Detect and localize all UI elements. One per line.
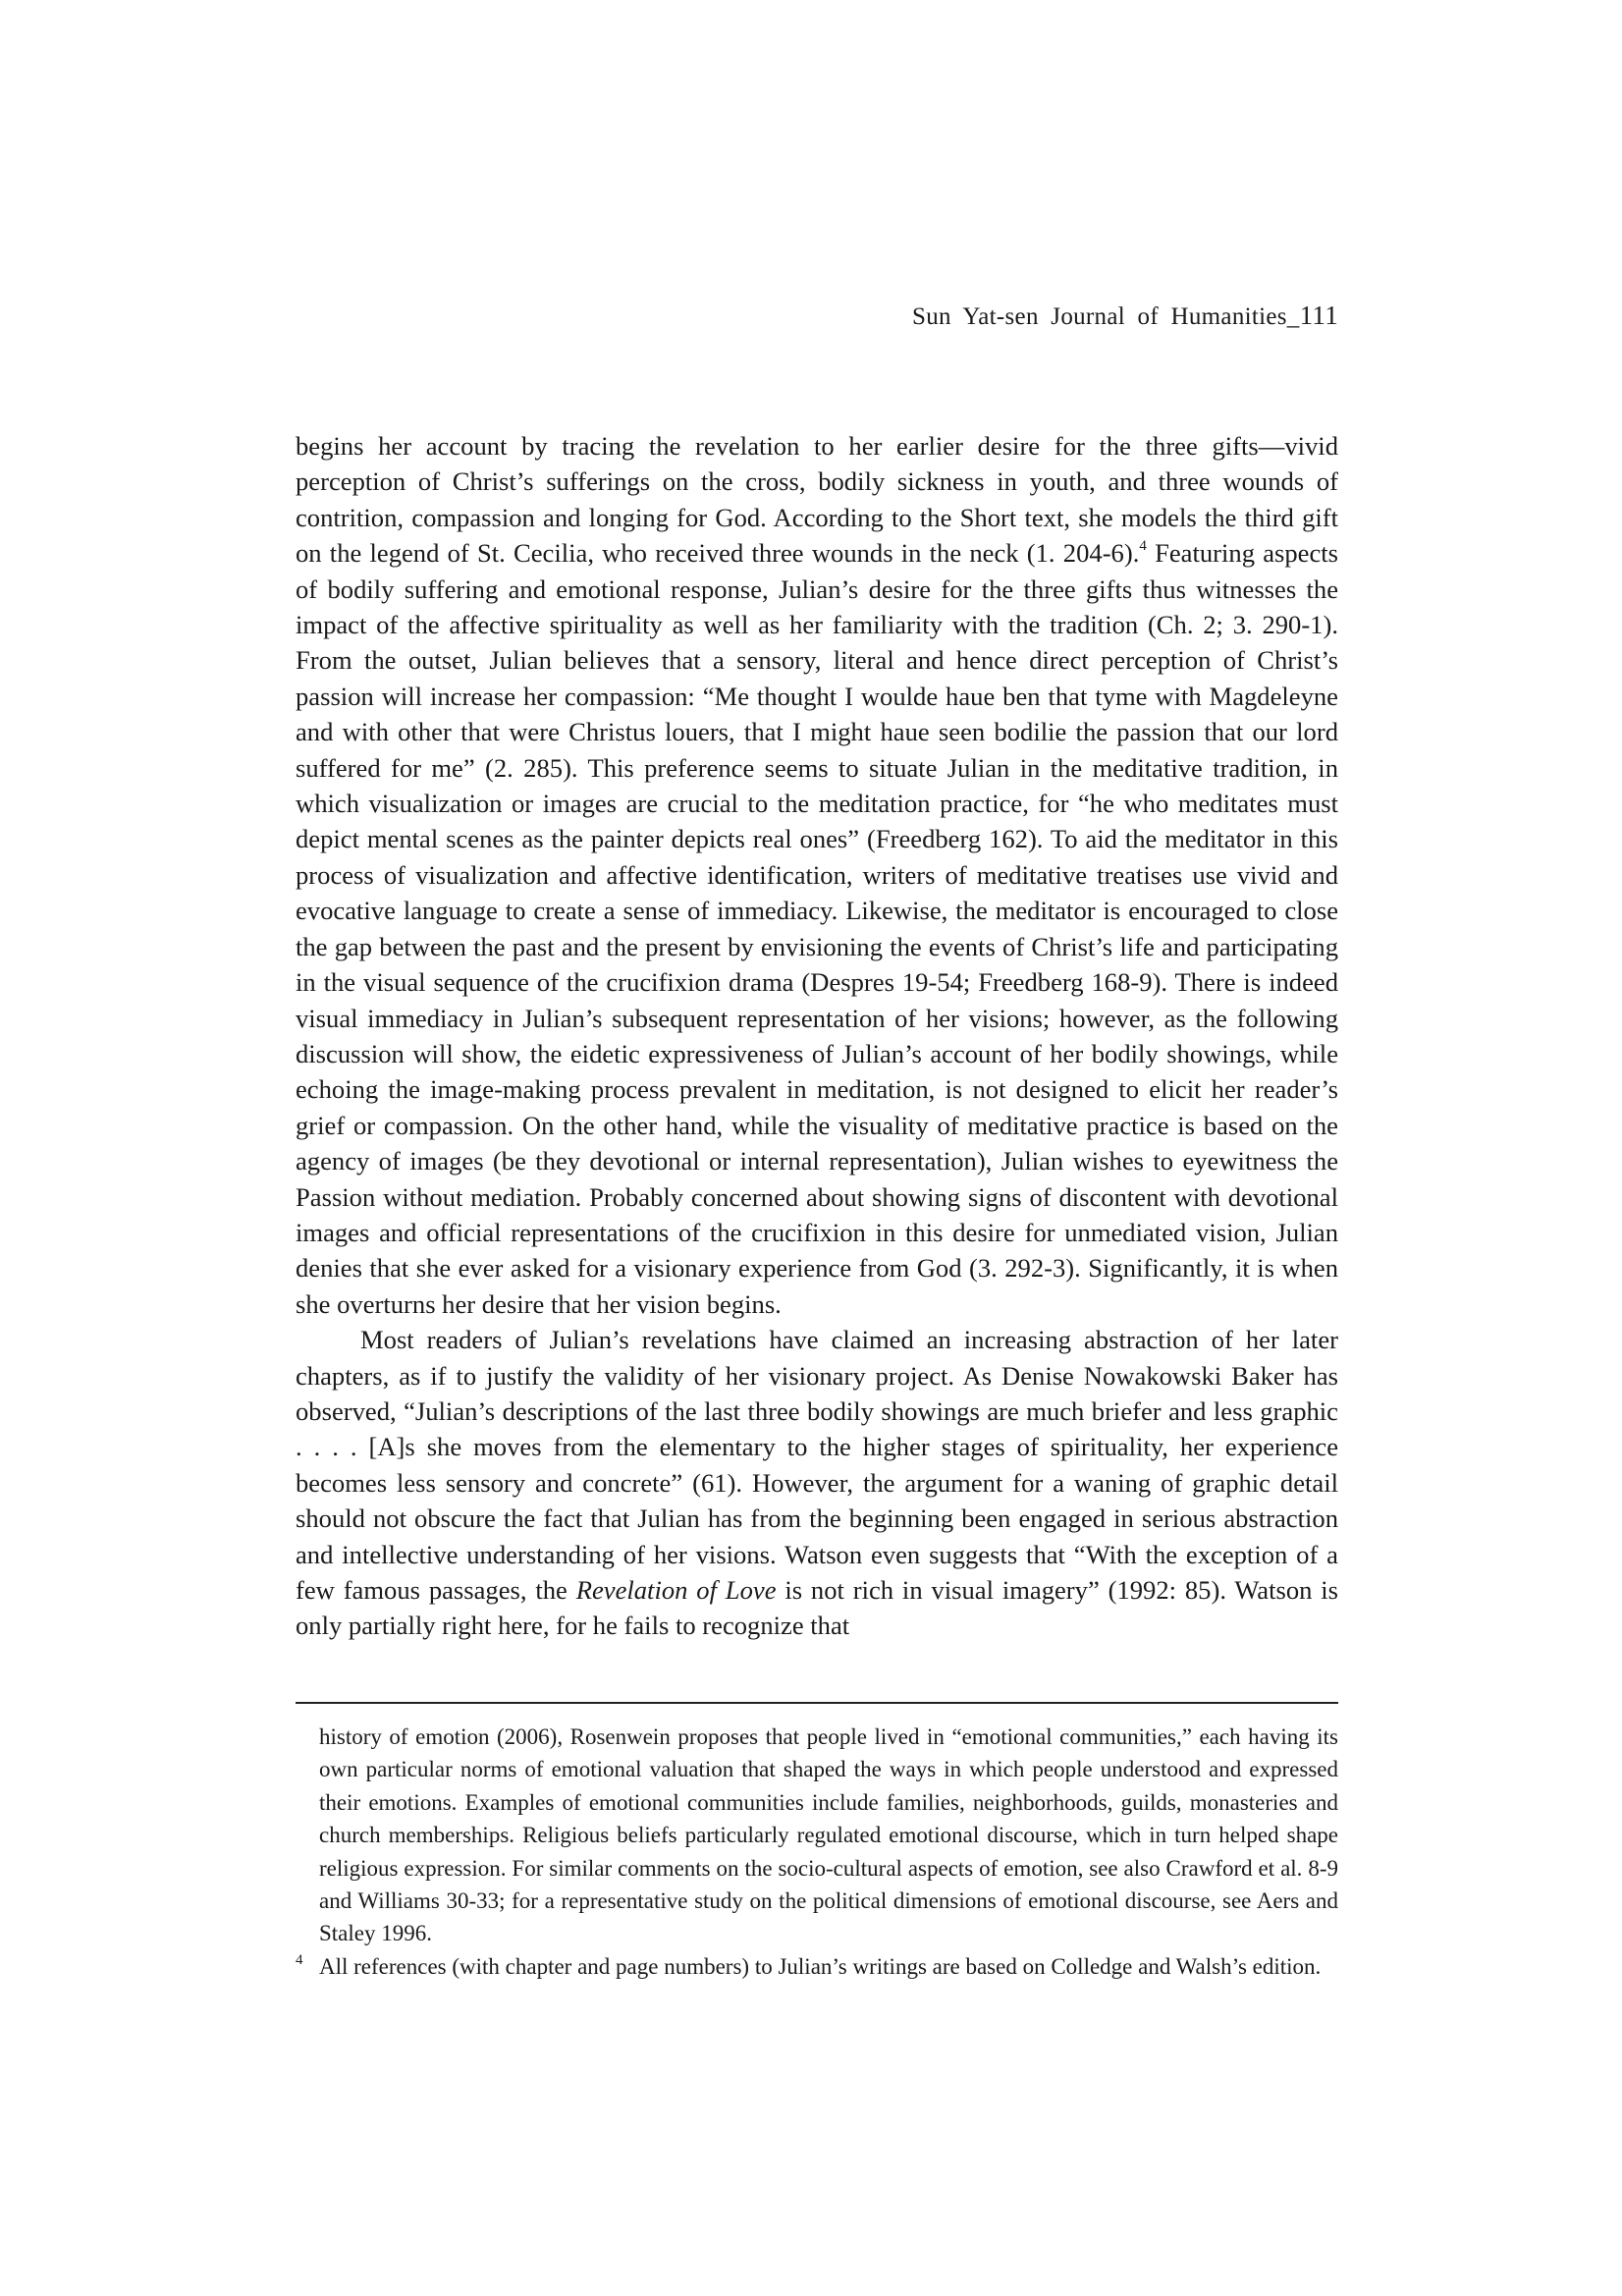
paragraph-1-text-a: begins her account by tracing the revelation to her earlier desire for the three gifts—vivid perception of Christ’s sufferings on the cross, bodily sickness in youth, and three wounds of contrition, compassion and longing for God. According to the Short text, she models the third gift on the legend of St. Cecilia, who received three wounds in the neck (1. 204-6). bbox=[296, 431, 1338, 569]
footnote-ref-4[interactable]: 4 bbox=[1139, 538, 1147, 555]
footnote-continued: history of emotion (2006), Rosenwein proposes that people lived in “emotional communities,” each having its own particular norms of emotional valuation that shaped the ways in which people understood and expressed their emotions. Examples of emotional communities include families, neighborhoods, guilds, monasteries and church memberships. Religious beliefs particularly regulated emotional discourse, which in turn helped shape religious expression. For similar comments on the socio-cultural aspects of emotion, see also Crawford et al. 8-9 and Williams 30-33; for a representative study on the political dimensions of emotional discourse, see Aers and Staley 1996. bbox=[319, 1724, 1338, 1946]
footnote-divider bbox=[296, 1702, 1338, 1704]
running-header bbox=[912, 301, 1338, 331]
book-title-italic: Revelation of Love bbox=[575, 1575, 777, 1605]
main-text bbox=[296, 428, 1338, 1644]
footnote-4-text: All references (with chapter and page numbers) to Julian’s writings are based on Colledge and Walsh’s edition. bbox=[319, 1953, 1322, 1979]
paragraph-2-text-a: Most readers of Julian’s revelations have claimed an increasing abstraction of her later chapters, as if to justify the validity of her visionary project. As Denise Nowakowski Baker has observed, “Julian’s descriptions of the last three bodily showings are much briefer and less graphic . . . . [A]s she moves from the elementary to the higher stages of spirituality, her experience becomes less sensory and concrete” (61). However, the argument for a waning of graphic detail should not obscure the fact that Julian has from the beginning been engaged in serious abstraction and intellective understanding of her visions. Watson even suggests that “With the exception of a few famous passages, the bbox=[296, 1325, 1338, 1605]
footnote-4 bbox=[296, 1950, 1338, 1983]
journal-title: Sun Yat-sen Journal of Humanities_ bbox=[911, 303, 1300, 330]
footnote-4-mark: 4 bbox=[296, 1951, 303, 1968]
page-number: 111 bbox=[1299, 301, 1338, 330]
paragraph-2 bbox=[296, 1322, 1338, 1644]
paragraph-1-text-b: Featuring aspects of bodily suffering and emotional response, Julian’s desire for the three gifts thus witnesses the impact of the affective spirituality as well as her familiarity with the tradition (Ch. 2; 3. 290-1). From the outset, Julian believes that a sensory, literal and hence direct perception of Christ’s passion will increase her compassion: “Me thought I woulde haue ben that tyme with Magdeleyne and with other that were Christus louers, that I might haue seen bodilie the passion that our lord suffered for me” (2. 285). This preference seems to situate Julian in the meditative tradition, in which visualization or images are crucial to the meditation practice, for “he who meditates must depict mental scenes as the painter depicts real ones” (Freedberg 162). To aid the meditator in this process of visualization and affective identification, writers of meditative treatises use vivid and evocative language to create a sense of immediacy. Likewise, the meditator is encouraged to close the gap between the past and the present by envisioning the events of Christ’s life and participating in the visual sequence of the crucifixion drama (Despres 19-54; Freedberg 168-9). There is indeed visual immediacy in Julian’s subsequent representation of her visions; however, as the following discussion will show, the eidetic expressiveness of Julian’s account of her bodily showings, while echoing the image-making process prevalent in meditation, is not designed to elicit her reader’s grief or compassion. On the other hand, while the visuality of meditative practice is based on the agency of images (be they devotional or internal representation), Julian wishes to eyewitness the Passion without mediation. Probably concerned about showing signs of discontent with devotional images and official representations of the crucifixion in this desire for unmediated vision, Julian denies that she ever asked for a visionary experience from God (3. 292-3). Significantly, it is when she overturns her desire that her vision begins. bbox=[296, 538, 1338, 1319]
footnotes bbox=[296, 1721, 1338, 1983]
paragraph-2-text-b: is not rich in visual imagery” (1992: 85). Watson is only partially right here, for he fails to recognize that bbox=[296, 1575, 1339, 1641]
paragraph-1 bbox=[296, 428, 1338, 1322]
